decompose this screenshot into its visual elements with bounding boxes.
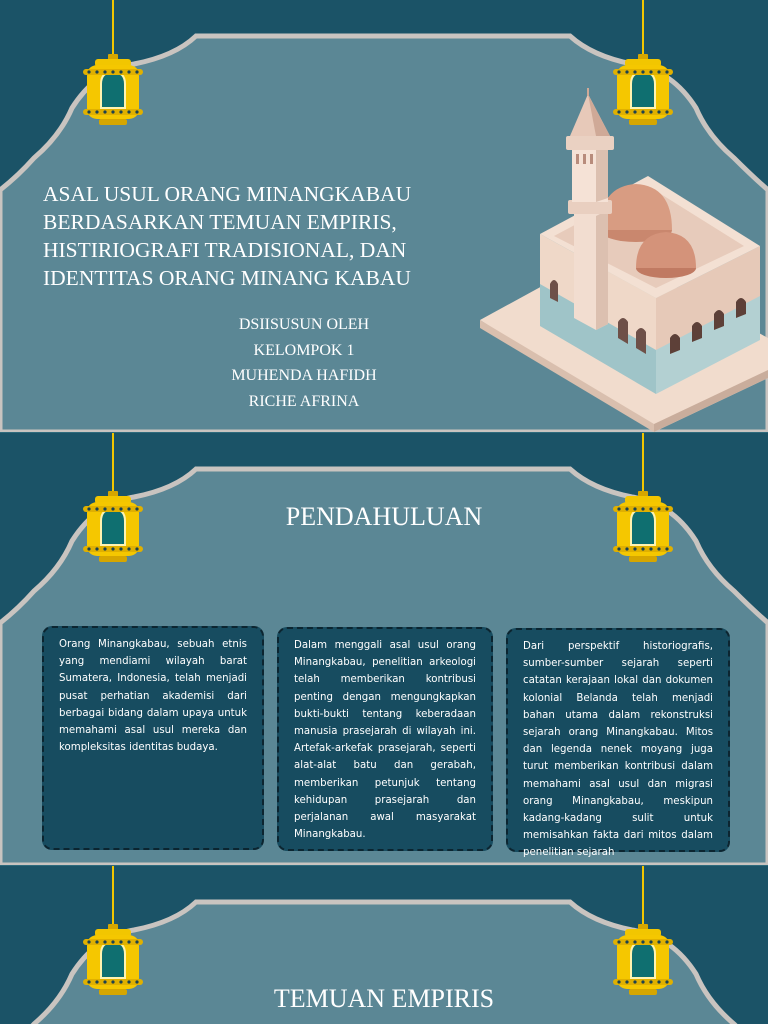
text-card: Orang Minangkabau, sebuah etnis yang mendiami wilayah barat Sumatera, Indonesia, telah menjadi pusat perhatian akademisi dari berbagai bidang dalam upaya untuk memahami asal usul mereka dan kompleksitas identitas budaya. bbox=[42, 626, 264, 850]
slide-title bbox=[43, 180, 463, 292]
byline-line: DSIISUSUN OLEH bbox=[238, 316, 370, 333]
slide-heading: TEMUAN EMPIRIS bbox=[273, 984, 495, 1013]
title-line: IDENTITAS ORANG MINANG KABAU bbox=[43, 266, 411, 290]
author-block bbox=[180, 312, 428, 414]
slide-heading: PENDAHULUAN bbox=[285, 502, 483, 531]
mosque-illustration bbox=[478, 88, 768, 432]
lantern-icon bbox=[611, 433, 675, 565]
title-slide bbox=[0, 0, 768, 432]
introduction-slide bbox=[0, 433, 768, 865]
byline-line: MUHENDA HAFIDH bbox=[231, 367, 377, 384]
title-line: HISTIRIOGRAFI TRADISIONAL, DAN bbox=[43, 238, 407, 262]
title-line: BERDASARKAN TEMUAN EMPIRIS, bbox=[43, 210, 397, 234]
text-card: Dari perspektif historiografis, sumber-sumber sejarah seperti catatan kerajaan lokal dan dokumen kolonial Belanda telah menjadi bahan utama dalam rekonstruksi sejarah orang Minangkabau. Mitos dan legenda nenek moyang juga turut memberikan kontribusi dalam memahami asal usul dan migrasi orang Minangkabau, meskipun kadang-kadang sulit untuk memisahkan fakta dari mitos dalam penelitian sejarah bbox=[506, 628, 730, 852]
lantern-icon bbox=[81, 0, 145, 128]
empirical-findings-slide bbox=[0, 866, 768, 1024]
lantern-icon bbox=[81, 866, 145, 998]
title-line: ASAL USUL ORANG MINANGKABAU bbox=[43, 182, 412, 206]
byline-line: RICHE AFRINA bbox=[248, 392, 360, 410]
byline-line: KELOMPOK 1 bbox=[253, 341, 355, 359]
lantern-icon bbox=[611, 866, 675, 998]
text-card: Dalam menggali asal usul orang Minangkabau, penelitian arkeologi telah memberikan kontribusi penting dengan mengungkapkan bukti-bukti tentang keberadaan manusia prasejarah di wilayah ini. Artefak-arkefak prasejarah, seperti alat-alat batu dan gerabah, memberikan petunjuk tentang kehidupan prasejarah dan perjalanan awal masyarakat Minangkabau. bbox=[277, 627, 493, 851]
lantern-icon bbox=[81, 433, 145, 565]
